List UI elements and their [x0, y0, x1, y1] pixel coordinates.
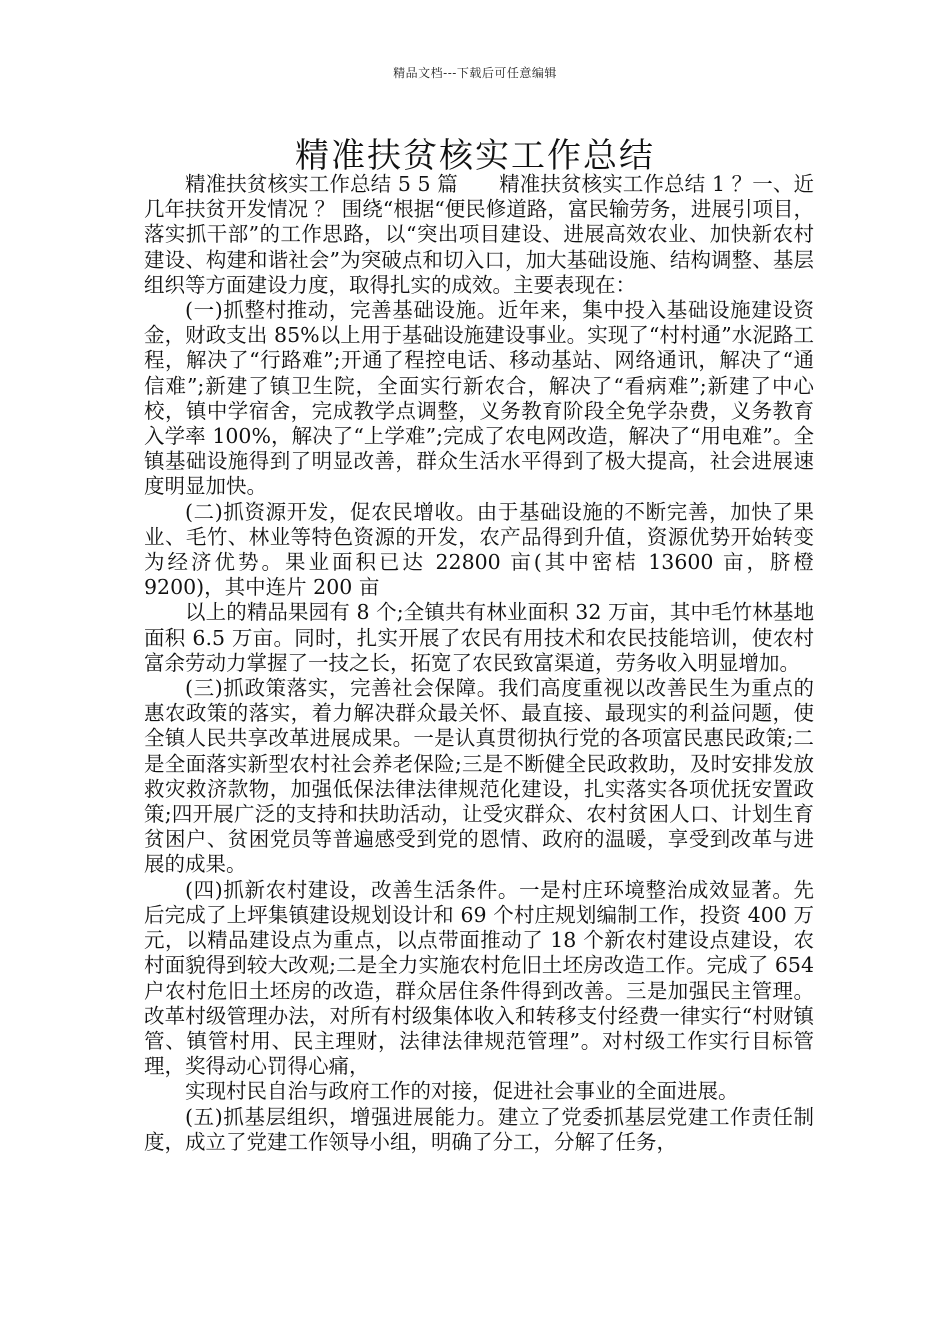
document-body	[144, 172, 814, 1155]
paragraph-new-village-cont: 实现村民自治与政府工作的对接，促进社会事业的全面进展。	[185, 1079, 739, 1104]
paragraph-resources-cont: 以上的精品果园有 8 个;全镇共有林业面积 32 万亩，其中毛竹林基地面积 6.5 万亩。同时，扎实开展了农民有用技术和农民技能培训，使农村富余劳动力掌握了一技之长，拓宽了农民致富渠道，劳务收入明显增加。	[144, 600, 814, 675]
paragraph-policy: (三)抓政策落实，完善社会保障。我们高度重视以改善民生为重点的惠农政策的落实，着力解决群众最关怀、最直接、最现实的利益问题，使全镇人民共享改革进展成果。一是认真贯彻执行党的各项富民惠民政策;二是全面落实新型农村社会养老保险;三是不断健全民政救助，及时安排发放救灾救济款物，加强低保法律法律规范化建设，扎实落实各项优抚安置政策;四开展广泛的支持和扶助活动，让受灾群众、农村贫困人口、计划生育贫困户、贫困党员等普遍感受到党的恩情、政府的温暖，享受到改革与进展的成果。	[144, 676, 814, 877]
paragraph-new-village: (四)抓新农村建设，改善生活条件。一是村庄环境整治成效显著。先后完成了上坪集镇建设规划设计和 69 个村庄规划编制工作，投资 400 万元，以精品建设点为重点，以点带面推动了 18 个新农村建设点建设，农村面貌得到较大改观;二是全力实施农村危旧土坯房改造工作。完成了 654 户农村危旧土坯房的改造，群众居住条件得到改善。三是加强民主管理。改革村级管理办法，对所有村级集体收入和转移支付经费一律实行“村财镇管、镇管村用、民主理财，法律法律规范管理”。对村级工作实行目标管理，奖得动心罚得心痛，	[144, 877, 814, 1079]
header-note: 精品文档---下载后可任意编辑	[393, 66, 557, 80]
paragraph-intro: 精准扶贫核实工作总结 5 5 篇 精准扶贫核实工作总结 1 ？一、近几年扶贫开发情况 ？ 围绕“根据“便民修道路，富民输劳务，进展引项目，落实抓干部”的工作思路，以“突出项目建设、进展高效农业、加快新农村建设、构建和谐社会”为突破点和切入口，加大基础设施、结构调整、基层组织等方面建设力度，取得扎实的成效。主要表现在：	[144, 172, 814, 297]
paragraph-resources: (二)抓资源开发，促农民增收。由于基础设施的不断完善，加快了果业、毛竹、林业等特色资源的开发，农产品得到升值，资源优势开始转变为经济优势。果业面积已达 22800 亩(其中密桔 13600 亩，脐橙 9200)，其中连片 200 亩	[144, 499, 814, 600]
document-title: 精准扶贫核实工作总结	[295, 136, 655, 176]
paragraph-grassroots: (五)抓基层组织，增强进展能力。建立了党委抓基层党建工作责任制度，成立了党建工作领导小组，明确了分工，分解了任务，	[144, 1104, 814, 1154]
paragraph-infrastructure: (一)抓整村推动，完善基础设施。近年来，集中投入基础设施建设资金，财政支出 85%以上用于基础设施建设事业。实现了“村村通”水泥路工程，解决了“行路难”;开通了程控电话、移动基站、网络通讯，解决了“通信难”;新建了镇卫生院，全面实行新农合，解决了“看病难”;新建了中心校，镇中学宿舍，完成教学点调整，义务教育阶段全免学杂费，义务教育入学率 100%，解决了“上学难”;完成了农电网改造，解决了“用电难”。全镇基础设施得到了明显改善，群众生活水平得到了极大提高，社会进展速度明显加快。	[144, 298, 814, 499]
